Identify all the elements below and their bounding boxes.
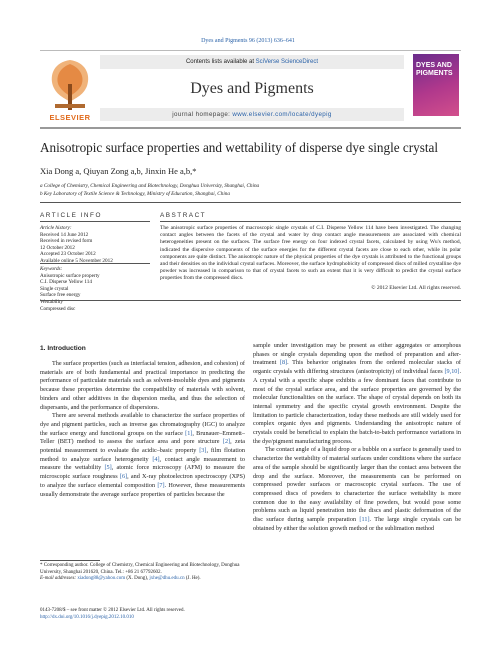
abstract-heading: ABSTRACT xyxy=(160,212,207,219)
citation-link[interactable]: [4] xyxy=(152,455,160,463)
citation-link[interactable]: [6] xyxy=(119,473,128,481)
intro-heading: 1. Introduction xyxy=(40,345,86,352)
intro-paragraph xyxy=(253,446,461,533)
abstract-copyright: © 2012 Elsevier Ltd. All rights reserved. xyxy=(371,285,461,291)
article-info-heading: ARTICLE INFO xyxy=(40,212,102,219)
footnotes xyxy=(40,563,245,583)
email-owner: (J. He). xyxy=(184,576,201,582)
paragraph-text: , zeta potential measurement to evaluate the acidic–basic property xyxy=(40,438,245,455)
keyword-item: C.I. Disperse Yellow 114 xyxy=(40,279,92,286)
paragraph-text: , atomic force microscopy (AFM) to measure the microscopic surface roughness xyxy=(40,464,245,481)
contents-bar xyxy=(100,55,404,69)
bottom-info xyxy=(40,608,185,621)
elsevier-tree-logo[interactable] xyxy=(41,54,99,116)
author-list: Xia Dong a, Qiuyan Zong a,b, Jinxin He a,b,* xyxy=(40,166,197,176)
paragraph-text: . The large single crystals can be obtained by either the solution growth method or the sublimation method xyxy=(253,516,462,532)
citation-link[interactable]: [3] xyxy=(199,447,207,455)
citation-link[interactable]: [2] xyxy=(222,438,231,446)
history-item: Received 14 June 2012 xyxy=(40,231,89,238)
citation-link[interactable]: [9,10] xyxy=(444,368,460,376)
keywords-rule xyxy=(40,263,150,264)
paragraph-text: , and X-ray photoelectron spectroscopy (XPS) to analyze the surface elemental composition xyxy=(40,473,245,489)
keyword-item: Anisotropic surface property xyxy=(40,272,100,279)
keyword-item: Wettability xyxy=(40,298,63,305)
journal-reference[interactable]: Dyes and Pigments 96 (2013) 636–641 xyxy=(201,38,295,44)
journal-title: Dyes and Pigments xyxy=(190,80,314,97)
journal-homepage-bar xyxy=(100,108,404,121)
paragraph-text: , contact angle measurement to measure the wettability xyxy=(40,455,245,472)
homepage-prefix: journal homepage: xyxy=(172,111,233,118)
doi-link[interactable]: http://dx.doi.org/10.1016/j.dyepig.2012.10.010 xyxy=(40,614,134,620)
email-note xyxy=(40,576,245,583)
intro-left-column xyxy=(40,360,245,499)
affiliation-a: a College of Chemistry, Chemical Engineering and Biotechnology, Donghua University, Shanghai, China xyxy=(40,183,260,189)
article-info-rule xyxy=(40,221,150,222)
affiliation-b: b Key Laboratory of Textile Science & Technology, Ministry of Education, Shanghai, China xyxy=(40,190,230,197)
citation-link[interactable]: [5] xyxy=(104,464,112,472)
history-item: Received in revised form xyxy=(40,238,93,245)
publisher-name: ELSEVIER xyxy=(49,113,91,122)
paragraph-text: . However, these measurements usually demonstrate the average surface properties of particles because the xyxy=(40,481,245,498)
email-owner: (X. Dong), xyxy=(125,576,150,582)
history-item: Accepted 23 October 2012 xyxy=(40,251,96,258)
keyword-item: Single crystal xyxy=(40,285,69,292)
sciencedirect-link[interactable]: SciVerse ScienceDirect xyxy=(255,59,319,65)
abstract-text: The anisotropic surface properties of macroscopic single crystals of C.I. Disperse Yellow 114 have been investigated. The changing contact angles between the facets of the crystal and water by drop contact angle measurements are associated with chemical heterogeneities present on the surfaces. The surface free energy on four indexed crystal facets, calculated by using Wu's method, indicated the dispersive components of the surface energies for the different crystal facets are close to each other, while its polar components are quite distinct. The anisotropic nature of the physical properties of the dye crystals is attributed to the functional groups and their densities on the individual crystal surfaces. Moreover, the surface hydrophobicity of compressed discs of milled crystalline dye powder was increased in comparison to that of crystal facets to such an extent that it is very difficult to predict the crystal surface properties from the compressed discs. xyxy=(160,225,461,282)
email-prefix: E-mail addresses: xyxy=(40,576,78,582)
abstract-rule xyxy=(160,221,461,222)
history-item: Available online 5 November 2012 xyxy=(40,257,113,264)
keyword-item: Compressed disc xyxy=(40,305,76,312)
history-item: 12 October 2012 xyxy=(40,244,75,251)
section-divider xyxy=(40,202,461,203)
issn-line: 0143-7208/$ – see front matter © 2012 Elsevier Ltd. All rights reserved. xyxy=(40,608,185,613)
keyword-item: Surface free energy xyxy=(40,292,81,299)
cover-title: DYES AND PIGMENTS xyxy=(416,62,453,77)
article-history xyxy=(40,225,150,265)
intro-paragraph xyxy=(40,360,245,412)
contents-prefix: Contents lists available at xyxy=(185,59,256,65)
article-title: Anisotropic surface properties and wettability of disperse dye single crystal xyxy=(40,140,439,155)
citation-link[interactable]: [8] xyxy=(279,359,288,367)
paragraph-text: , film flotation method to analyze surface heterogeneity xyxy=(40,447,245,463)
email-link[interactable]: xiadong88@yahoo.com xyxy=(77,576,126,582)
paragraph-text: There are several methods available to characterize the surface properties of dye and pigment particles, such as inverse gas chromatography (IGC) to analyze the surface energy and functional groups on the surface xyxy=(40,412,245,437)
paragraph-text: The contact angle of a liquid drop or a bubble on a surface is generally used to characterize the wettability of material surfaces under conditions where the surface area of the sample should be significantly larger than the contact area between the drop and the surface. Moreover, the measurements can be performed on compressed powder surfaces or macroscopic crystal surfaces. The use of compressed discs of powders to characterize the surface wettability is more common due to the easy availability of fine powders, but would pose some problems such as liquid penetration into the discs and plastic deformation of the disc surface during sample preparation xyxy=(253,446,461,524)
corresponding-author-note: * Corresponding author. College of Chemistry, Chemical Engineering and Biotechnology, Donghua University, Shanghai 201620, China. Tel.: +86 21 67792602. xyxy=(40,563,240,575)
intro-paragraph xyxy=(253,342,461,446)
citation-link[interactable]: [1] xyxy=(185,429,193,437)
paragraph-text: . This behavior originates from the ordered molecular stacks of organic crystals with differing structures (anisotropicity) of individual faces xyxy=(253,359,461,376)
paragraph-text: . A crystal with a specific shape exhibits a few dominant faces that contribute to most of the crystal surface area, and the surface properties are governed by the molecular functionalities on the surface. The shape of crystal depends on both its internal symmetry and the specific crystal growth environment. Despite the limitation to particle characterization, today these methods are still widely used for complex organic dyes and pigments. Understanding the anisotropic nature of crystals could be beneficial to explain the batch-to-batch performance variations in the dye/pigment manufacturing process. xyxy=(253,368,461,445)
section-divider xyxy=(40,300,461,301)
email-link[interactable]: jxhe@dhu.edu.cn xyxy=(149,576,185,582)
homepage-link[interactable]: www.elsevier.com/locate/dyepig xyxy=(232,111,332,118)
keywords-label: Keywords: xyxy=(40,266,63,272)
affiliations xyxy=(40,183,259,198)
paragraph-text: , Brunauer–Emmett–Teller (BET) method to assess the surface area and pore structure xyxy=(40,429,245,446)
intro-right-column xyxy=(253,342,461,533)
footnote-rule xyxy=(40,560,100,561)
paragraph-text: The surface properties (such as interfacial tension, adhesion, and cohesion) of materials are of both fundamental and practical importance in predicting the performance of particulate materials such as solvent-insoluble dyes and pigments because these properties determine the compatibility of materials with solvent, binders and other additives in the dispersion media, and thus the selection of dispersants, and the performance of dispersions. xyxy=(40,360,245,411)
paragraph-text: sample under investigation may be present as either aggregates or amorphous phases or single crystals depending upon the method of preparation and after-treatment xyxy=(253,342,461,367)
intro-paragraph xyxy=(40,412,245,499)
history-label: Article history: xyxy=(40,225,72,231)
keywords xyxy=(40,266,150,312)
citation-link[interactable]: [7] xyxy=(157,481,165,489)
citation-link[interactable]: [11] xyxy=(359,516,370,524)
